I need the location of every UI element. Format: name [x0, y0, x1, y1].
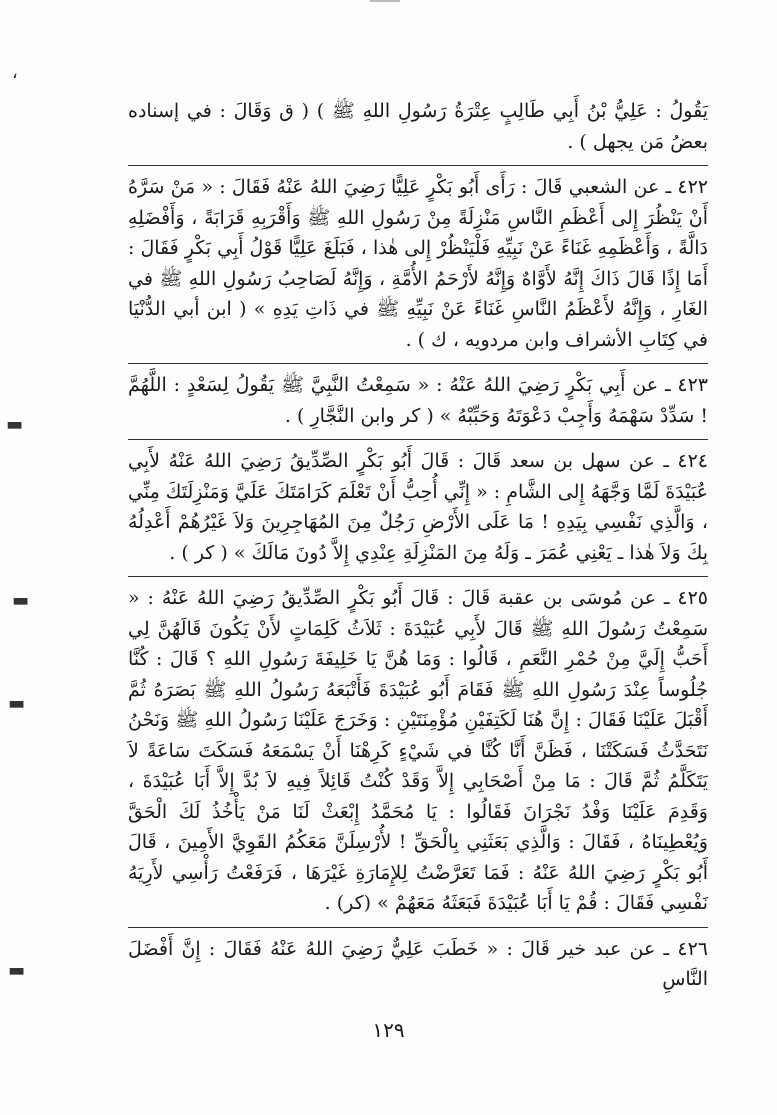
separator-line — [128, 165, 708, 166]
paragraph-426: ٤٢٦ ـ عن عبد خير قَالَ : « خَطَبَ عَلِيٌّ رَضِيَ اللهُ عَنْهُ فَقَالَ : إِنَّ أَفْضَلَ النَّاسِ — [128, 937, 708, 990]
margin-mark: ▬ — [12, 590, 30, 611]
separator-line — [128, 576, 708, 577]
page-number: ١٢٩ — [372, 1018, 405, 1042]
separator-line — [128, 363, 708, 364]
text-body — [128, 96, 708, 995]
paragraph-423: ٤٢٣ ـ عن أَبِي بَكْرٍ رَضِيَ اللهُ عَنْهُ : « سَمِعْتُ النَّبِيَّ ﷺ يَقُولُ لِسَعْدٍ : اللَّهُمَّ ! سَدِّدْ سَهْمَهُ وَأَجِبْ دَعْوَتَهُ وَحَبِّبْهُ » ( كر وابن النَّجَّارِ ) . — [128, 374, 708, 427]
paragraph-continuation: يَقُولُ : عَلِيُّ بْنُ أَبِي طَالِبٍ عِتْرَةُ رَسُولِ اللهِ ﷺ ) ( ق وَقَالَ : في إسناده بعضُ مَن يجهل ) . — [128, 100, 708, 153]
margin-mark: ▬ — [8, 693, 26, 714]
paragraph-425: ٤٢٥ ـ عن مُوسَى بن عقبة قَالَ : قَالَ أَبُو بَكْرٍ الصِّدِّيقُ رَضِيَ اللهُ عَنْهُ : « سَمِعْتُ رَسُولَ اللهِ ﷺ قَالَ لأَبِي عُبَيْدَةَ : ثَلاَثُ كَلِمَاتٍ لأَنْ يَكُونَ قَالَهُنَّ لِي أَحَبُّ إِلَيَّ مِنْ حُمْرِ النَّعَمِ ، قَالُوا : وَمَا هُنَّ يَا خَلِيفَةَ رَسُولِ اللهِ ؟ قَالَ : كُنَّا جُلُوساً عِنْدَ رَسُولِ اللهِ ﷺ فَقَامَ أَبُو عُبَيْدَةَ فَأَتْبَعَهُ رَسُولُ اللهِ ﷺ بَصَرَهُ ثُمَّ أَقْبَلَ عَلَيْنَا فَقَالَ : إِنَّ هُنَا لَكَتِفَيْنِ مُؤْمِنَتَيْنِ : وَخَرَجَ عَلَيْنَا رَسُولُ اللهِ ﷺ وَنَحْنُ نَتَحَدَّثُ فَسَكَتْنَا ، فَظَنَّ أَنَّا كُنَّا في شَيْءٍ كَرِهْنَا أَنْ يَسْمَعَهُ فَسَكَتَ سَاعَةً لاَ يَتَكَلَّمُ ثُمَّ قَالَ : مَا مِنْ أَصْحَابِي إِلاَّ وَقَدْ كُنْتُ قَائِلاً فِيهِ لاَ بُدَّ إِلاَّ أَبَا عُبَيْدَةَ ، وَقَدِمَ عَلَيْنَا وَفْدُ نَجْرَانَ فَقَالُوا : يَا مُحَمَّدُ إِبْعَثْ لَنَا مَنْ يَأْخُذُ لَكَ الْحَقَّ وَيُعْطِينَاهُ ، فَقَالَ : وَالَّذِي بَعَثَنِي بِالْحَقِّ ! لأُرْسِلَنَّ مَعَكُمُ القَوِيَّ الأَمِينَ ، قَالَ أَبُو بَكْرٍ رَضِيَ اللهُ عَنْهُ : فَمَا تَعَرَّضْتُ لِلإِمَارَةِ غَيْرَهَا ، فَرَفَعْتُ رَأْسِي لأَرِيَهُ نَفْسِي فَقَالَ : قُمْ يَا أَبَا عُبَيْدَةَ فَبَعَثَهُ مَعَهُمْ » (كر) . — [128, 587, 708, 914]
paragraph-422: ٤٢٢ ـ عن الشعبي قَالَ : رَأَى أَبُو بَكْرٍ عَلِيًّا رَضِيَ اللهُ عَنْهُ فَقَالَ : « مَنْ سَرَّهُ أَنْ يَنْظُرَ إِلى أَعْظَمِ النَّاسِ مَنْزِلَةً مِنْ رَسُولِ اللهِ ﷺ وَأَقْرَبِهِ قَرَابَةً ، وَأَفْضَلِهِ دَالَّةً ، وَأَعْظَمِهِ غَنَاءً عَنْ نَبِيِّهِ فَلْيَنْظُرْ إِلى هٰذا ، فَبَلَغَ عَلِيًّا قَوْلُ أَبِي بَكْرٍ فَقَالَ : أَمَا إِذًا قَالَ ذَاكَ إِنَّهُ لأَوَّاهٌ وَإِنَّهُ لأَرْحَمُ الأُمَّةِ ، وَإِنَّهُ لَصَاحِبُ رَسُولِ اللهِ ﷺ في الغَارِ ، وَإِنَّهُ لأَعْظَمُ النَّاسِ غَنَاءً عَنْ نَبِيِّهِ ﷺ في ذَاتِ يَدِهِ » ( ابن أبي الدُّنْيَا في كِتَابِ الأشراف وابن مردويه ، ك ) . — [128, 176, 709, 351]
separator-line — [128, 439, 708, 440]
margin-mark: ، — [12, 62, 18, 83]
paragraph-424: ٤٢٤ ـ عن سهل بن سعد قَالَ : قَالَ أَبُو بَكْرٍ الصِّدِّيقُ رَضِيَ اللهُ عَنْهُ لأَبِي عُبَيْدَةَ لَمَّا وَجَّهَهُ إِلى الشَّامِ : « إِنِّي أُحِبُّ أَنْ تَعْلَمَ كَرَامَتَكَ عَلَيَّ وَمَنْزِلَتَكَ مِنِّي ، وَالَّذِي نَفْسِي بِيَدِهِ ! مَا عَلَى الأَرْضِ رَجُلٌ مِنَ المُهَاجِرِينَ وَلاَ غَيْرُهُمْ أَعْدِلُهُ بِكَ وَلاَ هٰذا ـ يَعْنِي عُمَرَ ـ وَلَهُ مِنَ المَنْزِلَةِ عِنْدِي إِلاَّ دُونَ مَالَكَ » ( كر ) . — [128, 450, 708, 564]
separator-line — [128, 927, 708, 928]
margin-mark: ▬ — [6, 414, 24, 435]
scan-edge-mark — [370, 0, 400, 2]
margin-mark: ▬ — [8, 960, 26, 981]
